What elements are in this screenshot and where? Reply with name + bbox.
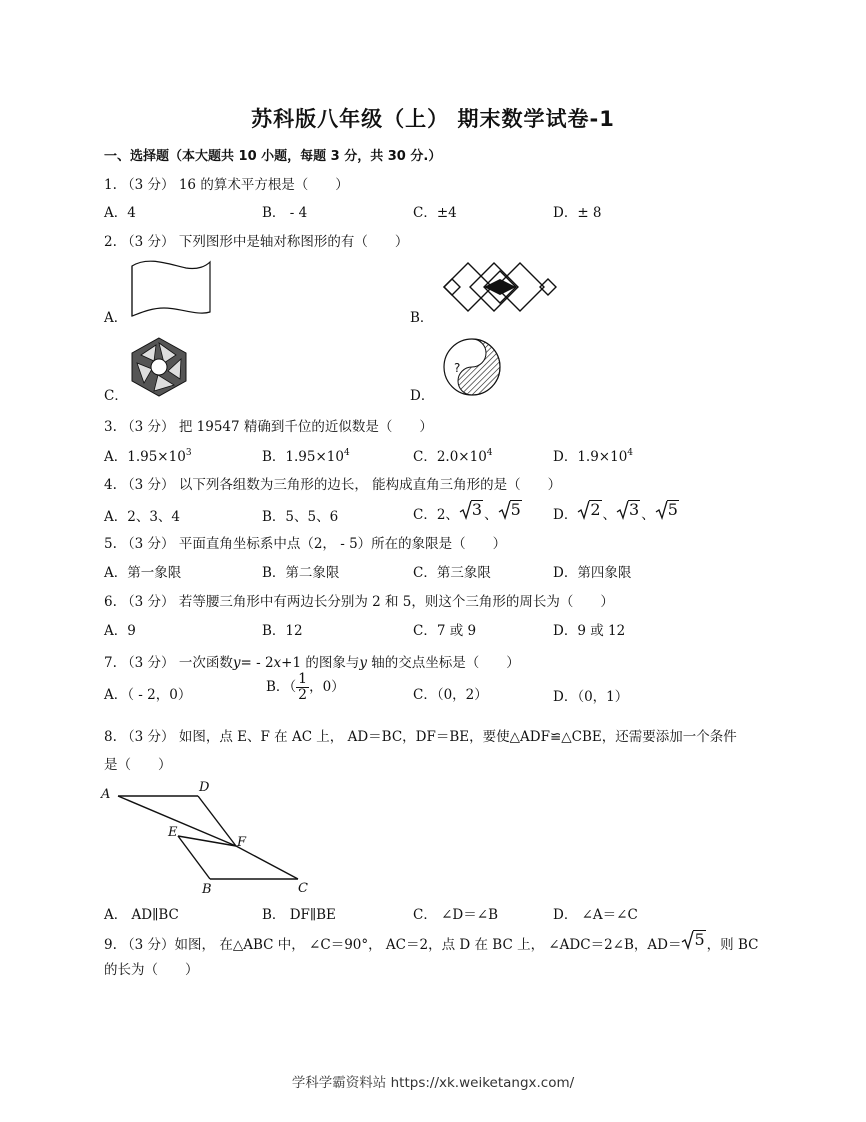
q1-option-c: C．±4 — [413, 205, 457, 221]
label-A: A — [101, 787, 111, 802]
q8-option-d: D． ∠A＝∠C — [553, 907, 638, 923]
section-heading: 一、选择题（本大题共 10 小题，每题 3 分，共 30 分.） — [104, 149, 442, 164]
q8-option-b: B． DF∥BE — [262, 907, 336, 923]
q8-option-a: A． AD∥BC — [104, 907, 179, 923]
q8-figure — [98, 778, 318, 896]
q7-option-d: D．（0，1） — [553, 689, 629, 705]
svg-text:?: ? — [454, 361, 461, 375]
q2-option-d: D． — [410, 388, 435, 404]
q3-option-b: B．$1.95\times 10^4$ — [262, 448, 350, 465]
q6-option-d: D．9 或 12 — [553, 623, 626, 639]
label-C: C — [298, 881, 308, 896]
question-3: 3. （3 分） 把 19547 精确到千位的近似数是（ ） — [104, 419, 433, 435]
q2-figure-d-circle — [440, 336, 504, 398]
question-5: 5. （3 分） 平面直角坐标系中点（2， - 5）所在的象限是（ ） — [104, 536, 507, 552]
question-1: 1. （3 分） 16 的算术平方根是（ ） — [104, 177, 349, 193]
question-7: 7. （3 分） 一次函数y= - 2x+1 的图象与y 轴的交点坐标是（ ） — [104, 655, 520, 671]
q2-figure-a-banner — [128, 258, 214, 320]
q4-option-b: B．5、5、6 — [262, 509, 339, 525]
label-D: D — [199, 780, 210, 795]
q7-option-c: C．（0，2） — [413, 687, 488, 703]
q3-option-a: A．$1.95\times 10^3$ — [104, 448, 192, 465]
q5-option-c: C．第三象限 — [413, 565, 491, 581]
q7-option-b: B．（ $\frac{1}{2}$ ，0） — [266, 671, 345, 703]
q2-option-b: B． — [410, 310, 434, 326]
q4-option-a: A．2、3、4 — [104, 509, 181, 525]
q2-figure-c-hexagon — [126, 335, 192, 399]
q5-option-d: D．第四象限 — [553, 565, 632, 581]
question-6: 6. （3 分） 若等腰三角形中有两边长分别为 2 和 5，则这个三角形的周长为（ ） — [104, 594, 614, 610]
q1-option-b: B． - 4 — [262, 205, 308, 221]
footer-source: 学科学霸资料站 https://xk.weiketangx.com/ — [291, 1075, 575, 1091]
q2-figure-b-diamonds — [440, 255, 560, 319]
q3-option-d: D．$1.9\times 10^4$ — [553, 448, 634, 465]
q8-option-c: C． ∠D＝∠B — [413, 907, 498, 923]
q3-option-c: C．$2.0\times 10^4$ — [413, 448, 493, 465]
q1-option-a: A．4 — [104, 205, 136, 221]
question-2: 2. （3 分） 下列图形中是轴对称图形的有（ ） — [104, 234, 409, 250]
label-E: E — [168, 825, 178, 840]
q2-option-a: A． — [104, 310, 128, 326]
label-B: B — [202, 882, 212, 896]
page-title: 苏科版八年级（上） 期末数学试卷-1 — [251, 107, 615, 131]
q4-option-c: C．2、 3 、 5 — [413, 500, 521, 523]
q4-option-d: D． 2 、 3 、 5 — [553, 500, 678, 523]
q7-option-a: A．（ - 2，0） — [104, 687, 192, 703]
question-4: 4. （3 分） 以下列各组数为三角形的边长， 能构成直角三角形的是（ ） — [104, 477, 562, 493]
label-F: F — [237, 835, 247, 850]
question-8: 8. （3 分） 如图，点 E、F 在 AC 上， AD＝BC，DF＝BE，要使△ADF≌△CBE，还需要添加一个条件 — [104, 729, 737, 745]
q6-option-b: B．12 — [262, 623, 303, 639]
q5-option-b: B．第二象限 — [262, 565, 340, 581]
q2-option-c: C． — [104, 388, 128, 404]
q1-option-d: D．± 8 — [553, 205, 602, 221]
q6-option-a: A．9 — [104, 623, 136, 639]
q6-option-c: C．7 或 9 — [413, 623, 477, 639]
question-9: 9. （3 分）如图， 在△ABC 中， ∠C＝90°， AC＝2，点 D 在 BC 上， ∠ADC＝2∠B，AD＝ 5 ，则 BC — [104, 930, 759, 953]
q5-option-a: A．第一象限 — [104, 565, 182, 581]
question-8-line2: 是（ ） — [104, 757, 172, 773]
question-9-line2: 的长为（ ） — [104, 962, 199, 978]
